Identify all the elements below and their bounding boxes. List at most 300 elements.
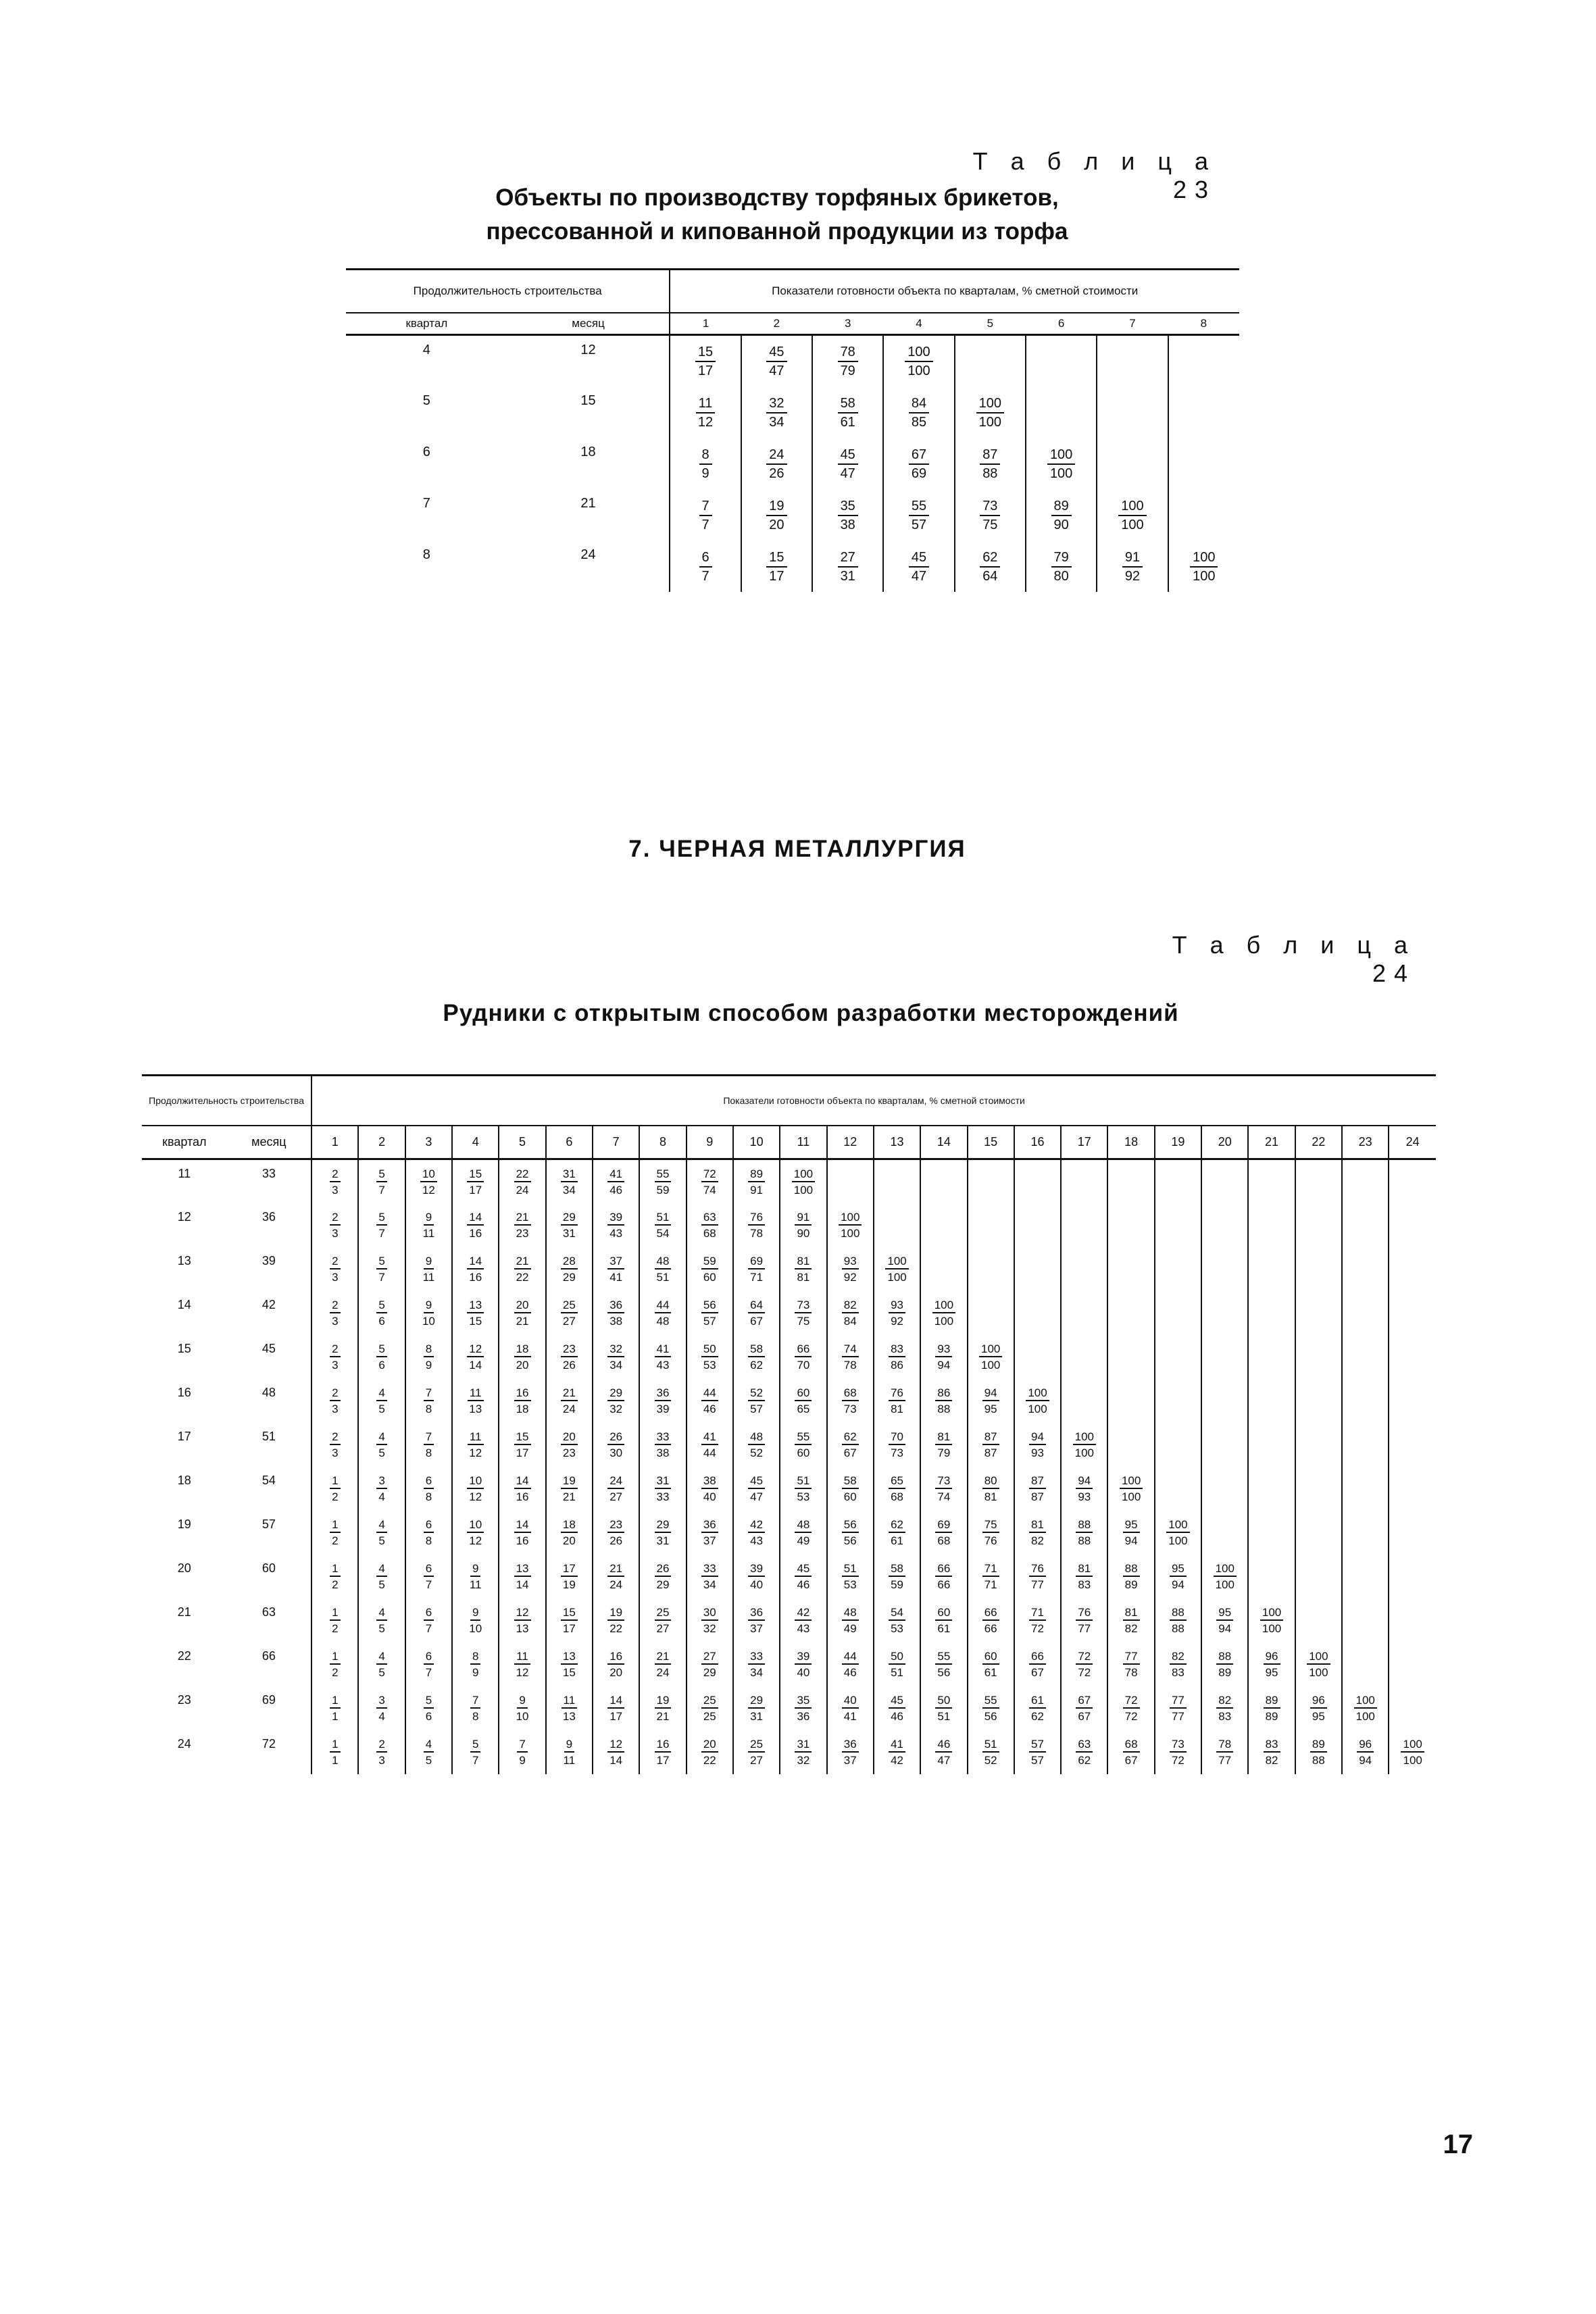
table23-value-cell: [955, 386, 1026, 438]
table24-value-cell: [1107, 1555, 1154, 1599]
denominator: 2: [332, 1490, 339, 1503]
table24-value-cell: [358, 1642, 405, 1686]
fraction: [838, 345, 858, 378]
denominator: 30: [609, 1447, 623, 1459]
table24-column-header: 12: [827, 1126, 874, 1159]
fraction: [982, 1431, 999, 1459]
denominator: 3: [332, 1403, 339, 1415]
denominator: 65: [797, 1403, 810, 1415]
numerator: 45: [889, 1694, 905, 1709]
fraction: [514, 1387, 531, 1415]
denominator: 87: [984, 1447, 997, 1459]
fraction: [701, 1694, 718, 1722]
table24-month-cell: 63: [227, 1599, 312, 1642]
numerator: 87: [982, 1431, 999, 1445]
table24-row: [142, 1379, 1436, 1423]
numerator: 72: [701, 1168, 718, 1182]
fraction: [655, 1475, 672, 1503]
table24-value-cell: [1389, 1423, 1436, 1467]
table24-value-cell: [1155, 1379, 1201, 1423]
fraction: [330, 1607, 340, 1634]
denominator: 23: [562, 1447, 576, 1459]
numerator: 51: [655, 1211, 672, 1226]
numerator: 26: [607, 1431, 624, 1445]
fraction: [1170, 1607, 1187, 1634]
numerator: 81: [795, 1255, 812, 1269]
fraction: [982, 1694, 999, 1722]
denominator: 9: [472, 1666, 479, 1679]
table24-value-cell: [452, 1642, 499, 1686]
table24-value-cell: [311, 1599, 358, 1642]
denominator: 70: [797, 1359, 810, 1372]
numerator: 8: [424, 1343, 434, 1357]
fraction: [935, 1475, 952, 1503]
fraction: [561, 1651, 578, 1678]
denominator: 17: [562, 1622, 576, 1635]
denominator: 60: [797, 1447, 810, 1459]
numerator: 89: [1264, 1694, 1280, 1709]
fraction: [701, 1519, 718, 1546]
fraction: [467, 1168, 484, 1196]
fraction: [1216, 1694, 1233, 1722]
denominator: 73: [843, 1403, 857, 1415]
table24-value-cell: [639, 1335, 686, 1379]
denominator: 7: [701, 517, 709, 532]
table24-value-cell: [1201, 1730, 1248, 1774]
table24-value-cell: [780, 1247, 826, 1291]
table24-value-cell: [1061, 1247, 1107, 1291]
denominator: 94: [937, 1359, 951, 1372]
denominator: 72: [1171, 1754, 1184, 1767]
table24-quarter-cell: 13: [177, 1253, 191, 1267]
numerator: 80: [982, 1475, 999, 1489]
table24-value-cell: [1107, 1203, 1154, 1247]
denominator: 5: [378, 1622, 385, 1635]
denominator: 34: [703, 1578, 716, 1591]
table24-value-cell: [546, 1203, 593, 1247]
table24-value-cell: [968, 1599, 1014, 1642]
numerator: 74: [842, 1343, 859, 1357]
table24-value-cell: [1014, 1555, 1061, 1599]
fraction: [564, 1738, 576, 1766]
table24-value-cell: [358, 1335, 405, 1379]
fraction: [932, 1299, 955, 1327]
table24-value-cell: [1014, 1511, 1061, 1555]
numerator: 7: [699, 499, 712, 516]
table24-column-header: 17: [1061, 1126, 1107, 1159]
denominator: 90: [1053, 517, 1069, 532]
numerator: 23: [607, 1519, 624, 1533]
fraction: [607, 1563, 624, 1590]
fraction: [795, 1387, 812, 1415]
table23-title: [338, 181, 1216, 249]
numerator: 38: [701, 1475, 718, 1489]
numerator: 5: [376, 1168, 386, 1182]
table24-value-cell: [968, 1642, 1014, 1686]
table24-value-cell: [499, 1730, 545, 1774]
table24-value-cell: [639, 1379, 686, 1423]
fraction: [982, 1651, 999, 1678]
numerator: 71: [982, 1563, 999, 1577]
fraction: [1029, 1519, 1046, 1546]
denominator: 100: [1403, 1754, 1422, 1767]
denominator: 5: [425, 1754, 432, 1767]
denominator: 46: [891, 1710, 904, 1723]
table24-value-cell: [452, 1379, 499, 1423]
numerator: 14: [607, 1694, 624, 1709]
denominator: 18: [516, 1403, 529, 1415]
numerator: 59: [701, 1255, 718, 1269]
table24-value-cell: [1248, 1423, 1295, 1467]
fraction: [795, 1475, 812, 1503]
numerator: 3: [376, 1694, 386, 1709]
table24-value-cell: [593, 1335, 639, 1379]
denominator: 89: [1265, 1710, 1278, 1723]
denominator: 80: [1053, 568, 1069, 584]
numerator: 94: [1076, 1475, 1093, 1489]
fraction: [422, 1299, 435, 1327]
numerator: 100: [1307, 1651, 1330, 1665]
numerator: 81: [1076, 1563, 1093, 1577]
table24-value-cell: [452, 1555, 499, 1599]
table24-value-cell: [687, 1247, 733, 1291]
table24-value-cell: [1389, 1159, 1436, 1203]
numerator: 7: [470, 1694, 480, 1709]
table24-value-cell: [827, 1335, 874, 1379]
fraction: [423, 1211, 435, 1239]
denominator: 100: [1355, 1710, 1375, 1723]
fraction: [468, 1387, 484, 1415]
table24-value-cell: [1295, 1247, 1342, 1291]
numerator: 7: [517, 1738, 527, 1753]
numerator: 56: [701, 1299, 718, 1313]
numerator: 23: [561, 1343, 578, 1357]
denominator: 3: [332, 1447, 339, 1459]
numerator: 9: [470, 1563, 480, 1577]
table24-month-cell: 45: [227, 1335, 312, 1379]
numerator: 96: [1310, 1694, 1327, 1709]
fraction: [1401, 1738, 1424, 1766]
numerator: 35: [838, 499, 858, 516]
fraction: [909, 551, 929, 583]
fraction: [424, 1563, 434, 1590]
denominator: 78: [1124, 1666, 1138, 1679]
table24-value-cell: [358, 1511, 405, 1555]
fraction: [376, 1475, 386, 1503]
numerator: 6: [424, 1519, 434, 1533]
fraction: [514, 1431, 531, 1459]
denominator: 41: [843, 1710, 857, 1723]
denominator: 93: [1031, 1447, 1044, 1459]
fraction: [470, 1651, 480, 1678]
table24-row: [142, 1335, 1436, 1379]
numerator: 27: [838, 551, 858, 568]
numerator: 21: [655, 1651, 672, 1665]
fraction: [1076, 1738, 1093, 1766]
fraction: [467, 1343, 484, 1371]
fraction: [470, 1694, 480, 1722]
table24-value-cell: [780, 1467, 826, 1511]
table24-column-header: 13: [874, 1126, 920, 1159]
numerator: 5: [376, 1211, 386, 1226]
numerator: 83: [889, 1343, 905, 1357]
denominator: 49: [797, 1534, 810, 1547]
fraction: [748, 1211, 765, 1239]
table24-value-cell: [452, 1511, 499, 1555]
fraction: [1029, 1651, 1046, 1678]
table23-value-cell: [670, 489, 741, 540]
numerator: 9: [424, 1255, 434, 1269]
table24-quarter-cell: 18: [177, 1473, 191, 1487]
fraction: [935, 1519, 952, 1546]
table24-value-cell: [1389, 1555, 1436, 1599]
denominator: 49: [843, 1622, 857, 1635]
numerator: 14: [514, 1475, 531, 1489]
table24-value-cell: [405, 1642, 452, 1686]
fraction: [607, 1387, 624, 1415]
table24-value-cell: [546, 1730, 593, 1774]
table23-column-header: 8: [1168, 313, 1239, 335]
numerator: 15: [514, 1431, 531, 1445]
numerator: 33: [701, 1563, 718, 1577]
numerator: 95: [1216, 1607, 1233, 1621]
table23-month-cell: 21: [507, 489, 670, 540]
denominator: 100: [1049, 466, 1073, 481]
table24-value-cell: [452, 1686, 499, 1730]
fraction: [842, 1694, 859, 1722]
numerator: 25: [561, 1299, 578, 1313]
numerator: 9: [424, 1211, 434, 1226]
table24-value-cell: [311, 1379, 358, 1423]
numerator: 46: [935, 1738, 952, 1753]
denominator: 88: [982, 466, 998, 481]
table23-value-cell: [883, 540, 954, 592]
table23-column-header: 2: [741, 313, 812, 335]
numerator: 19: [655, 1694, 672, 1709]
denominator: 26: [609, 1534, 623, 1547]
table24-value-cell: [1295, 1555, 1342, 1599]
table24-value-cell: [1342, 1379, 1389, 1423]
denominator: 71: [984, 1578, 997, 1591]
table24-value-cell: [311, 1730, 358, 1774]
table24-value-cell: [1155, 1686, 1201, 1730]
numerator: 31: [795, 1738, 812, 1753]
fraction: [842, 1651, 859, 1678]
table23-value-cell: [883, 335, 954, 386]
numerator: 24: [766, 448, 787, 465]
numerator: 100: [1190, 551, 1218, 568]
table23-title-line1: Объекты по производству торфяных брикетов,: [495, 184, 1059, 211]
table24-value-cell: [920, 1467, 967, 1511]
table24-value-cell: [593, 1423, 639, 1467]
fraction: [701, 1168, 718, 1196]
fraction: [330, 1563, 340, 1590]
table24-value-cell: [639, 1423, 686, 1467]
denominator: 2: [332, 1666, 339, 1679]
denominator: 5: [378, 1578, 385, 1591]
fraction: [792, 1168, 815, 1196]
numerator: 6: [424, 1475, 434, 1489]
numerator: 48: [842, 1607, 859, 1621]
fraction: [748, 1475, 765, 1503]
table23-quarter-cell: 6: [422, 444, 430, 459]
table24-value-cell: [780, 1511, 826, 1555]
table24-value-cell: [1295, 1730, 1342, 1774]
denominator: 74: [937, 1490, 951, 1503]
numerator: 96: [1264, 1651, 1280, 1665]
table24-value-cell: [1061, 1423, 1107, 1467]
table24-value-cell: [827, 1247, 874, 1291]
fraction: [766, 551, 787, 583]
numerator: 4: [376, 1519, 386, 1533]
numerator: 11: [468, 1387, 484, 1401]
table23-caption: Т а б л и ц а 23: [972, 147, 1216, 203]
table24-value-cell: [1389, 1247, 1436, 1291]
table24-value-cell: [1014, 1467, 1061, 1511]
table24-value-cell: [780, 1379, 826, 1423]
denominator: 3: [378, 1754, 385, 1767]
fraction: [607, 1299, 624, 1327]
fraction: [424, 1607, 434, 1634]
numerator: 79: [1051, 551, 1072, 568]
denominator: 53: [891, 1622, 904, 1635]
table24-value-cell: [546, 1511, 593, 1555]
denominator: 88: [1312, 1754, 1325, 1767]
denominator: 38: [840, 517, 855, 532]
fraction: [935, 1694, 952, 1722]
fraction: [516, 1694, 529, 1722]
denominator: 66: [984, 1622, 997, 1635]
fraction: [1216, 1607, 1233, 1634]
denominator: 2: [332, 1622, 339, 1635]
table24-quarter-cell: 22: [177, 1649, 191, 1663]
table24-value-cell: [1155, 1247, 1201, 1291]
numerator: 73: [935, 1475, 952, 1489]
table23-value-cell: [955, 489, 1026, 540]
fraction: [701, 1738, 718, 1766]
table24-value-cell: [968, 1555, 1014, 1599]
numerator: 18: [561, 1519, 578, 1533]
numerator: 10: [467, 1519, 484, 1533]
numerator: 100: [979, 1343, 1002, 1357]
denominator: 53: [703, 1359, 716, 1372]
table24-value-cell: [499, 1423, 545, 1467]
fraction: [838, 499, 858, 532]
table23-header-quarter: квартал: [346, 313, 507, 335]
table24-value-cell: [687, 1291, 733, 1335]
fraction: [424, 1387, 434, 1415]
denominator: 17: [469, 1183, 482, 1197]
table24-value-cell: [733, 1599, 780, 1642]
fraction: [766, 499, 787, 532]
fraction: [982, 1738, 999, 1766]
denominator: 81: [797, 1271, 810, 1284]
numerator: 41: [701, 1431, 718, 1445]
table24-value-cell: [358, 1247, 405, 1291]
table24-value-cell: [827, 1291, 874, 1335]
fraction: [424, 1651, 434, 1678]
table24-value-cell: [1389, 1203, 1436, 1247]
numerator: 76: [1076, 1607, 1093, 1621]
table24-value-cell: [1014, 1423, 1061, 1467]
numerator: 4: [376, 1607, 386, 1621]
numerator: 60: [795, 1387, 812, 1401]
denominator: 8: [472, 1710, 479, 1723]
fraction: [701, 1211, 718, 1239]
table24-value-cell: [687, 1159, 733, 1203]
fraction: [376, 1738, 386, 1766]
table24-value-cell: [780, 1423, 826, 1467]
denominator: 38: [656, 1447, 670, 1459]
denominator: 16: [516, 1534, 529, 1547]
table24-value-cell: [780, 1599, 826, 1642]
fraction: [889, 1431, 905, 1459]
table24-month-cell: 33: [227, 1159, 312, 1203]
table24-value-cell: [499, 1642, 545, 1686]
numerator: 100: [932, 1299, 955, 1313]
numerator: 7: [424, 1431, 434, 1445]
table24-month-cell: 72: [227, 1730, 312, 1774]
fraction: [905, 345, 932, 378]
table24-value-cell: [311, 1686, 358, 1730]
table24-value-cell: [593, 1247, 639, 1291]
numerator: 58: [889, 1563, 905, 1577]
table23-value-cell: [741, 438, 812, 489]
table24-value-cell: [499, 1555, 545, 1599]
table23-column-header: 1: [670, 313, 741, 335]
table24-quarter-cell: 14: [177, 1297, 191, 1311]
numerator: 21: [561, 1387, 578, 1401]
table24-value-cell: [827, 1467, 874, 1511]
table24-column-header: 23: [1342, 1126, 1389, 1159]
table24-column-header: 9: [687, 1126, 733, 1159]
fraction: [748, 1519, 765, 1546]
numerator: 100: [1166, 1519, 1189, 1533]
numerator: 51: [842, 1563, 859, 1577]
denominator: 82: [1124, 1622, 1138, 1635]
fraction: [979, 1343, 1002, 1371]
table24-value-cell: [1155, 1467, 1201, 1511]
table24-value-cell: [1389, 1730, 1436, 1774]
numerator: 21: [607, 1563, 624, 1577]
table24-column-header: 22: [1295, 1126, 1342, 1159]
denominator: 34: [750, 1666, 764, 1679]
table24-value-cell: [593, 1730, 639, 1774]
table23-value-cell: [670, 438, 741, 489]
fraction: [655, 1519, 672, 1546]
denominator: 11: [563, 1754, 576, 1767]
fraction: [842, 1607, 859, 1634]
table24-row: [142, 1247, 1436, 1291]
numerator: 1: [330, 1563, 340, 1577]
numerator: 58: [748, 1343, 765, 1357]
table24-value-cell: [968, 1159, 1014, 1203]
fraction: [469, 1607, 482, 1634]
table24-value-cell: [358, 1467, 405, 1511]
table24-value-cell: [687, 1511, 733, 1555]
denominator: 10: [469, 1622, 482, 1635]
numerator: 32: [766, 397, 787, 413]
numerator: 57: [1029, 1738, 1046, 1753]
denominator: 12: [469, 1447, 482, 1459]
table24-value-cell: [1389, 1335, 1436, 1379]
fraction: [842, 1475, 859, 1503]
table24-value-cell: [733, 1642, 780, 1686]
numerator: 9: [564, 1738, 574, 1753]
fraction: [748, 1299, 765, 1327]
denominator: 56: [984, 1710, 997, 1723]
table24-row: [142, 1642, 1436, 1686]
